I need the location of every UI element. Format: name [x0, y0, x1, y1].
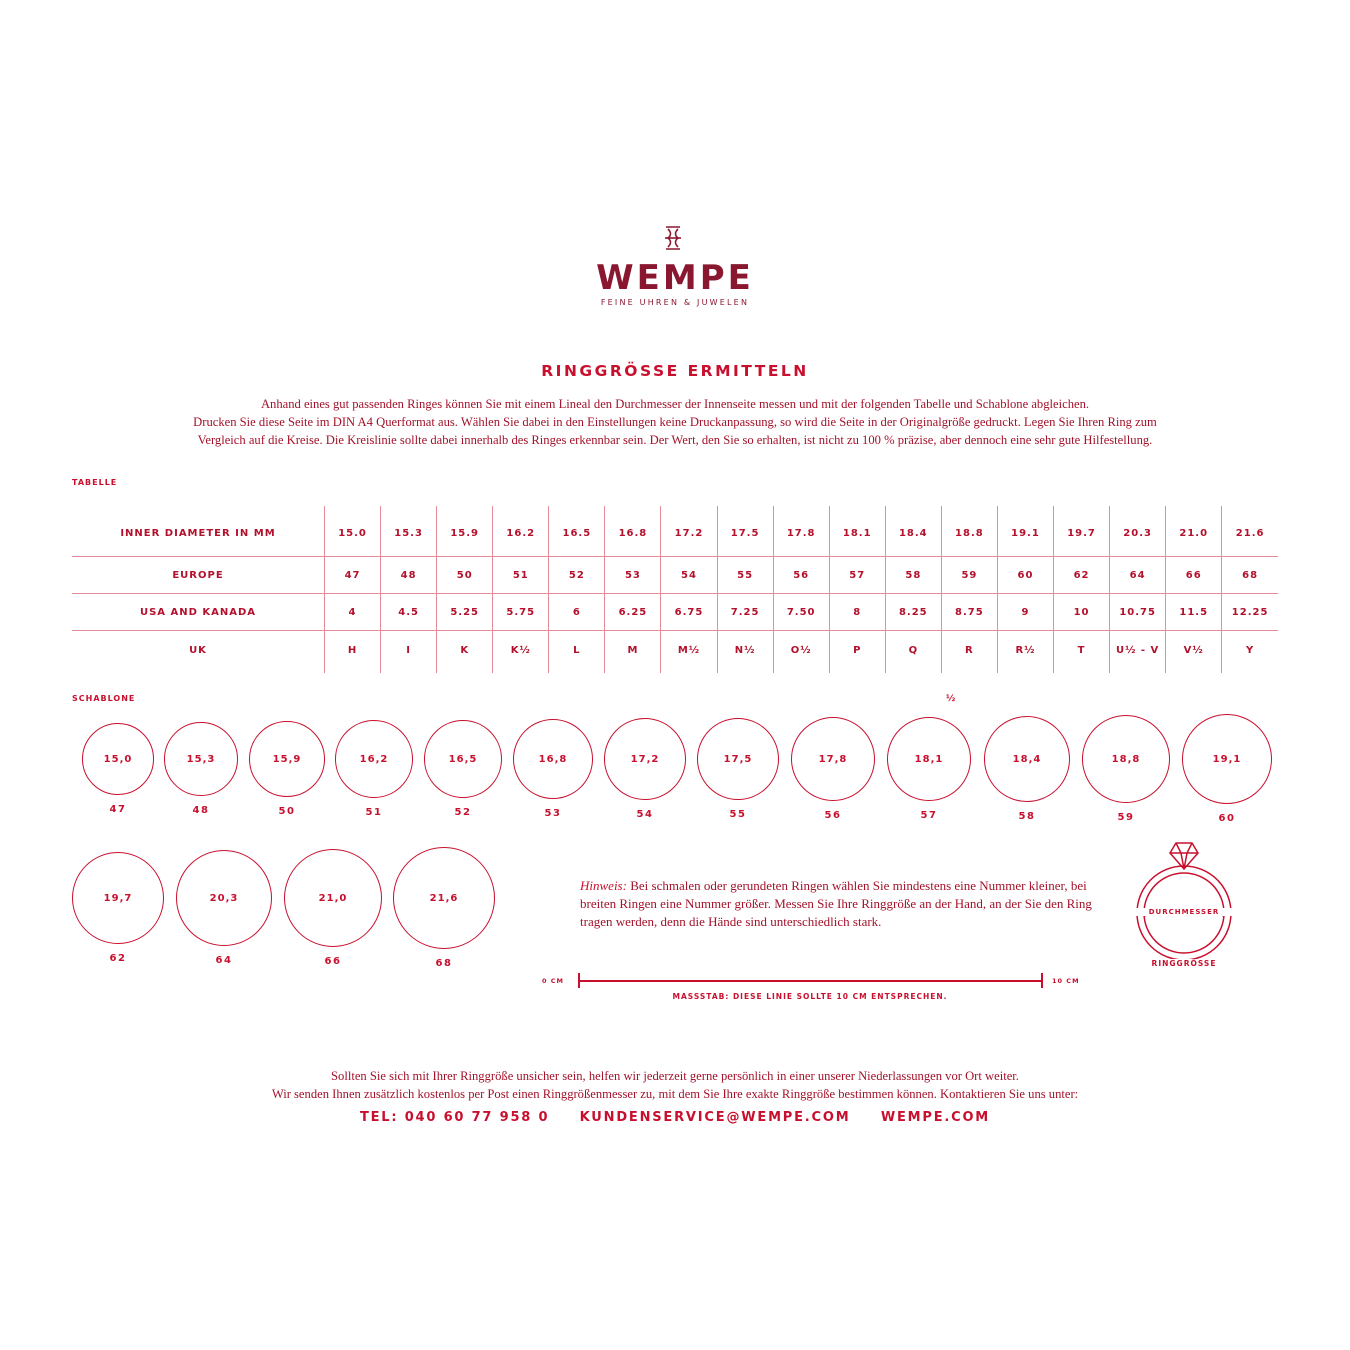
table-cell: 4 [325, 594, 381, 631]
table-cell: 55 [717, 557, 773, 594]
ring-size-label: 64 [215, 955, 233, 966]
table-cell: 5.25 [437, 594, 493, 631]
table-cell: 15.0 [325, 506, 381, 557]
ring-circle: 18,1 [887, 717, 971, 801]
table-cell: 58 [885, 557, 941, 594]
ring-circle: 21,0 [284, 849, 382, 947]
ring-size-label: 52 [454, 807, 472, 818]
ring-diagram-caption: RINGGRÖSSE [1151, 959, 1217, 968]
table-cell: 18.4 [885, 506, 941, 557]
table-section-label: TABELLE [72, 478, 118, 487]
table-cell: 8 [829, 594, 885, 631]
footer-text [0, 1067, 1350, 1103]
table-cell: 16.2 [493, 506, 549, 557]
table-cell: K [437, 631, 493, 674]
table-cell: 62 [1054, 557, 1110, 594]
table-cell: R½ [997, 631, 1053, 674]
scale-tick-end [1041, 973, 1043, 988]
table-cell: 10.75 [1110, 594, 1166, 631]
table-cell: 17.2 [661, 506, 717, 557]
phone-link[interactable]: TEL: 040 60 77 958 0 [359, 1110, 550, 1125]
table-cell: 15.3 [381, 506, 437, 557]
table-cell: M [605, 631, 661, 674]
table-cell: 19.1 [997, 506, 1053, 557]
table-cell: N½ [717, 631, 773, 674]
table-cell: Y [1222, 631, 1278, 674]
table-cell: 53 [605, 557, 661, 594]
table-cell: 12.25 [1222, 594, 1278, 631]
website-link[interactable]: WEMPE.COM [880, 1110, 991, 1125]
table-cell: 8.25 [885, 594, 941, 631]
email-link[interactable]: KUNDENSERVICE@WEMPE.COM [579, 1110, 851, 1125]
table-row [72, 631, 1278, 674]
ring-circle: 19,1 [1182, 714, 1272, 804]
table-cell: R [941, 631, 997, 674]
brand-tagline: FEINE UHREN & JUWELEN [600, 298, 750, 307]
table-cell: 59 [941, 557, 997, 594]
table-cell: 56 [773, 557, 829, 594]
row-label: INNER DIAMETER IN MM [72, 506, 325, 557]
hint-text [580, 877, 1100, 931]
ring-circle: 17,2 [604, 718, 686, 800]
row-label: USA AND KANADA [72, 594, 325, 631]
ring-circle: 16,2 [335, 720, 413, 798]
intro-text [60, 395, 1290, 449]
ring-circle: 16,8 [513, 719, 593, 799]
ring-diagram-icon [1126, 833, 1242, 959]
table-cell: I [381, 631, 437, 674]
table-cell: 5.75 [493, 594, 549, 631]
ring-circle: 15,3 [164, 722, 238, 796]
table-cell: 8.75 [941, 594, 997, 631]
table-cell: 51 [493, 557, 549, 594]
table-cell: 21.6 [1222, 506, 1278, 557]
ring-size-label: 60 [1218, 813, 1236, 824]
table-cell: T [1054, 631, 1110, 674]
table-cell: 68 [1222, 557, 1278, 594]
contact-line [0, 1110, 1350, 1125]
ring-size-label: 53 [544, 808, 562, 819]
table-cell: V½ [1166, 631, 1222, 674]
ring-size-label: 50 [278, 806, 296, 817]
size-table [72, 506, 1278, 673]
table-cell: H [325, 631, 381, 674]
table-cell: M½ [661, 631, 717, 674]
scale-caption: MASSSTAB: DIESE LINIE SOLLTE 10 CM ENTSPRECHEN. [672, 992, 948, 1001]
table-cell: 50 [437, 557, 493, 594]
table-cell: 60 [997, 557, 1053, 594]
table-cell: U½ - V [1110, 631, 1166, 674]
table-cell: 18.8 [941, 506, 997, 557]
page-title: RINGGRÖSSE ERMITTELN [541, 362, 809, 380]
table-cell: L [549, 631, 605, 674]
template-section-label: SCHABLONE [72, 694, 136, 703]
table-row [72, 506, 1278, 557]
table-cell: 18.1 [829, 506, 885, 557]
table-cell: 16.8 [605, 506, 661, 557]
ring-circle: 15,0 [82, 723, 154, 795]
table-cell: 52 [549, 557, 605, 594]
ring-circle: 19,7 [72, 852, 164, 944]
scale-tick-start [578, 973, 580, 988]
row-label: UK [189, 644, 207, 656]
ring-size-label: 55 [729, 809, 747, 820]
ring-size-label: 54 [636, 809, 654, 820]
table-row [72, 557, 1278, 594]
intro-line: Drucken Sie diese Seite im DIN A4 Querformat aus. Wählen Sie dabei in den Einstellungen keine Druckanpassung, so wird die Seite in der Originalgröße gedruckt. Legen Sie Ihren Ring zum [193, 415, 1157, 429]
ring-circle: 17,8 [791, 717, 875, 801]
table-cell: 20.3 [1110, 506, 1166, 557]
table-cell: 57 [829, 557, 885, 594]
table-cell: O½ [773, 631, 829, 674]
ring-size-label: 59 [1117, 812, 1135, 823]
scale-end-label: 10 CM [1052, 977, 1080, 985]
hint-label: Hinweis: [580, 878, 627, 893]
diameter-label: DURCHMESSER [1130, 908, 1238, 916]
ring-size-label: 68 [435, 958, 453, 969]
table-cell: Q [885, 631, 941, 674]
intro-line: Anhand eines gut passenden Ringes können Sie mit einem Lineal den Durchmesser der Innenseite messen und mit der folgenden Tabelle und Schablone abgleichen. [260, 397, 1090, 411]
table-cell: 15.9 [437, 506, 493, 557]
ring-circle: 16,5 [424, 720, 502, 798]
ring-size-label: 47 [109, 804, 127, 815]
table-cell: 54 [661, 557, 717, 594]
table-cell: 11.5 [1166, 594, 1222, 631]
hint-body: Bei schmalen oder gerundeten Ringen wählen Sie mindestens eine Nummer kleiner, bei breiten Ringen eine Nummer größer. Messen Sie Ihre Ringgröße an der Hand, an der Sie den Ring tragen werden, denn die Hände sind unterschiedlich stark. [580, 878, 1092, 929]
table-cell: P [829, 631, 885, 674]
row-label: EUROPE [72, 557, 325, 594]
ring-circle: 18,4 [984, 716, 1070, 802]
table-cell: 7.25 [717, 594, 773, 631]
ring-size-label: 48 [192, 805, 210, 816]
table-cell: 64 [1110, 557, 1166, 594]
table-cell: 10 [1054, 594, 1110, 631]
table-cell: 6.75 [661, 594, 717, 631]
table-cell: 6 [549, 594, 605, 631]
ring-size-label: 66 [324, 956, 342, 967]
ring-size-label: 62 [109, 953, 127, 964]
table-cell: K½ [493, 631, 549, 674]
stray-half-mark: ½ [946, 694, 957, 704]
table-cell: 17.8 [773, 506, 829, 557]
ring-circle: 15,9 [249, 721, 325, 797]
table-cell: 16.5 [549, 506, 605, 557]
ring-circle: 21,6 [393, 847, 495, 949]
table-cell: 7.50 [773, 594, 829, 631]
ring-circle: 20,3 [176, 850, 272, 946]
intro-line: Vergleich auf die Kreise. Die Kreislinie sollte dabei innerhalb des Ringes erkennbar sein. Der Wert, den Sie so erhalten, ist nicht zu 100 % präzise, aber dennoch eine sehr gute Hilfestellung. [197, 433, 1153, 447]
table-cell: 21.0 [1166, 506, 1222, 557]
footer-line: Wir senden Ihnen zusätzlich kostenlos per Post einen Ringgrößenmesser zu, mit dem Sie Ihre exakte Ringgröße bestimmen können. Kontaktieren Sie uns unter: [271, 1087, 1079, 1101]
brand-logo: WEMPE [596, 258, 754, 298]
table-cell: 66 [1166, 557, 1222, 594]
table-cell: 4.5 [381, 594, 437, 631]
ring-size-label: 51 [365, 807, 383, 818]
table-cell: 9 [997, 594, 1053, 631]
table-cell: 48 [381, 557, 437, 594]
table-cell: 6.25 [605, 594, 661, 631]
scale-line [578, 980, 1042, 982]
wempe-emblem-icon [662, 225, 684, 251]
table-cell: 17.5 [717, 506, 773, 557]
ring-size-label: 57 [920, 810, 938, 821]
ring-size-label: 58 [1018, 811, 1036, 822]
ring-circle: 18,8 [1082, 715, 1170, 803]
scale-start-label: 0 CM [542, 977, 565, 985]
ring-size-label: 56 [824, 810, 842, 821]
table-row [72, 594, 1278, 631]
table-cell: 19.7 [1054, 506, 1110, 557]
table-cell: 47 [325, 557, 381, 594]
ring-circle: 17,5 [697, 718, 779, 800]
footer-line: Sollten Sie sich mit Ihrer Ringgröße unsicher sein, helfen wir jederzeit gerne persönlich in einer unserer Niederlassungen vor Ort weiter. [331, 1069, 1019, 1083]
